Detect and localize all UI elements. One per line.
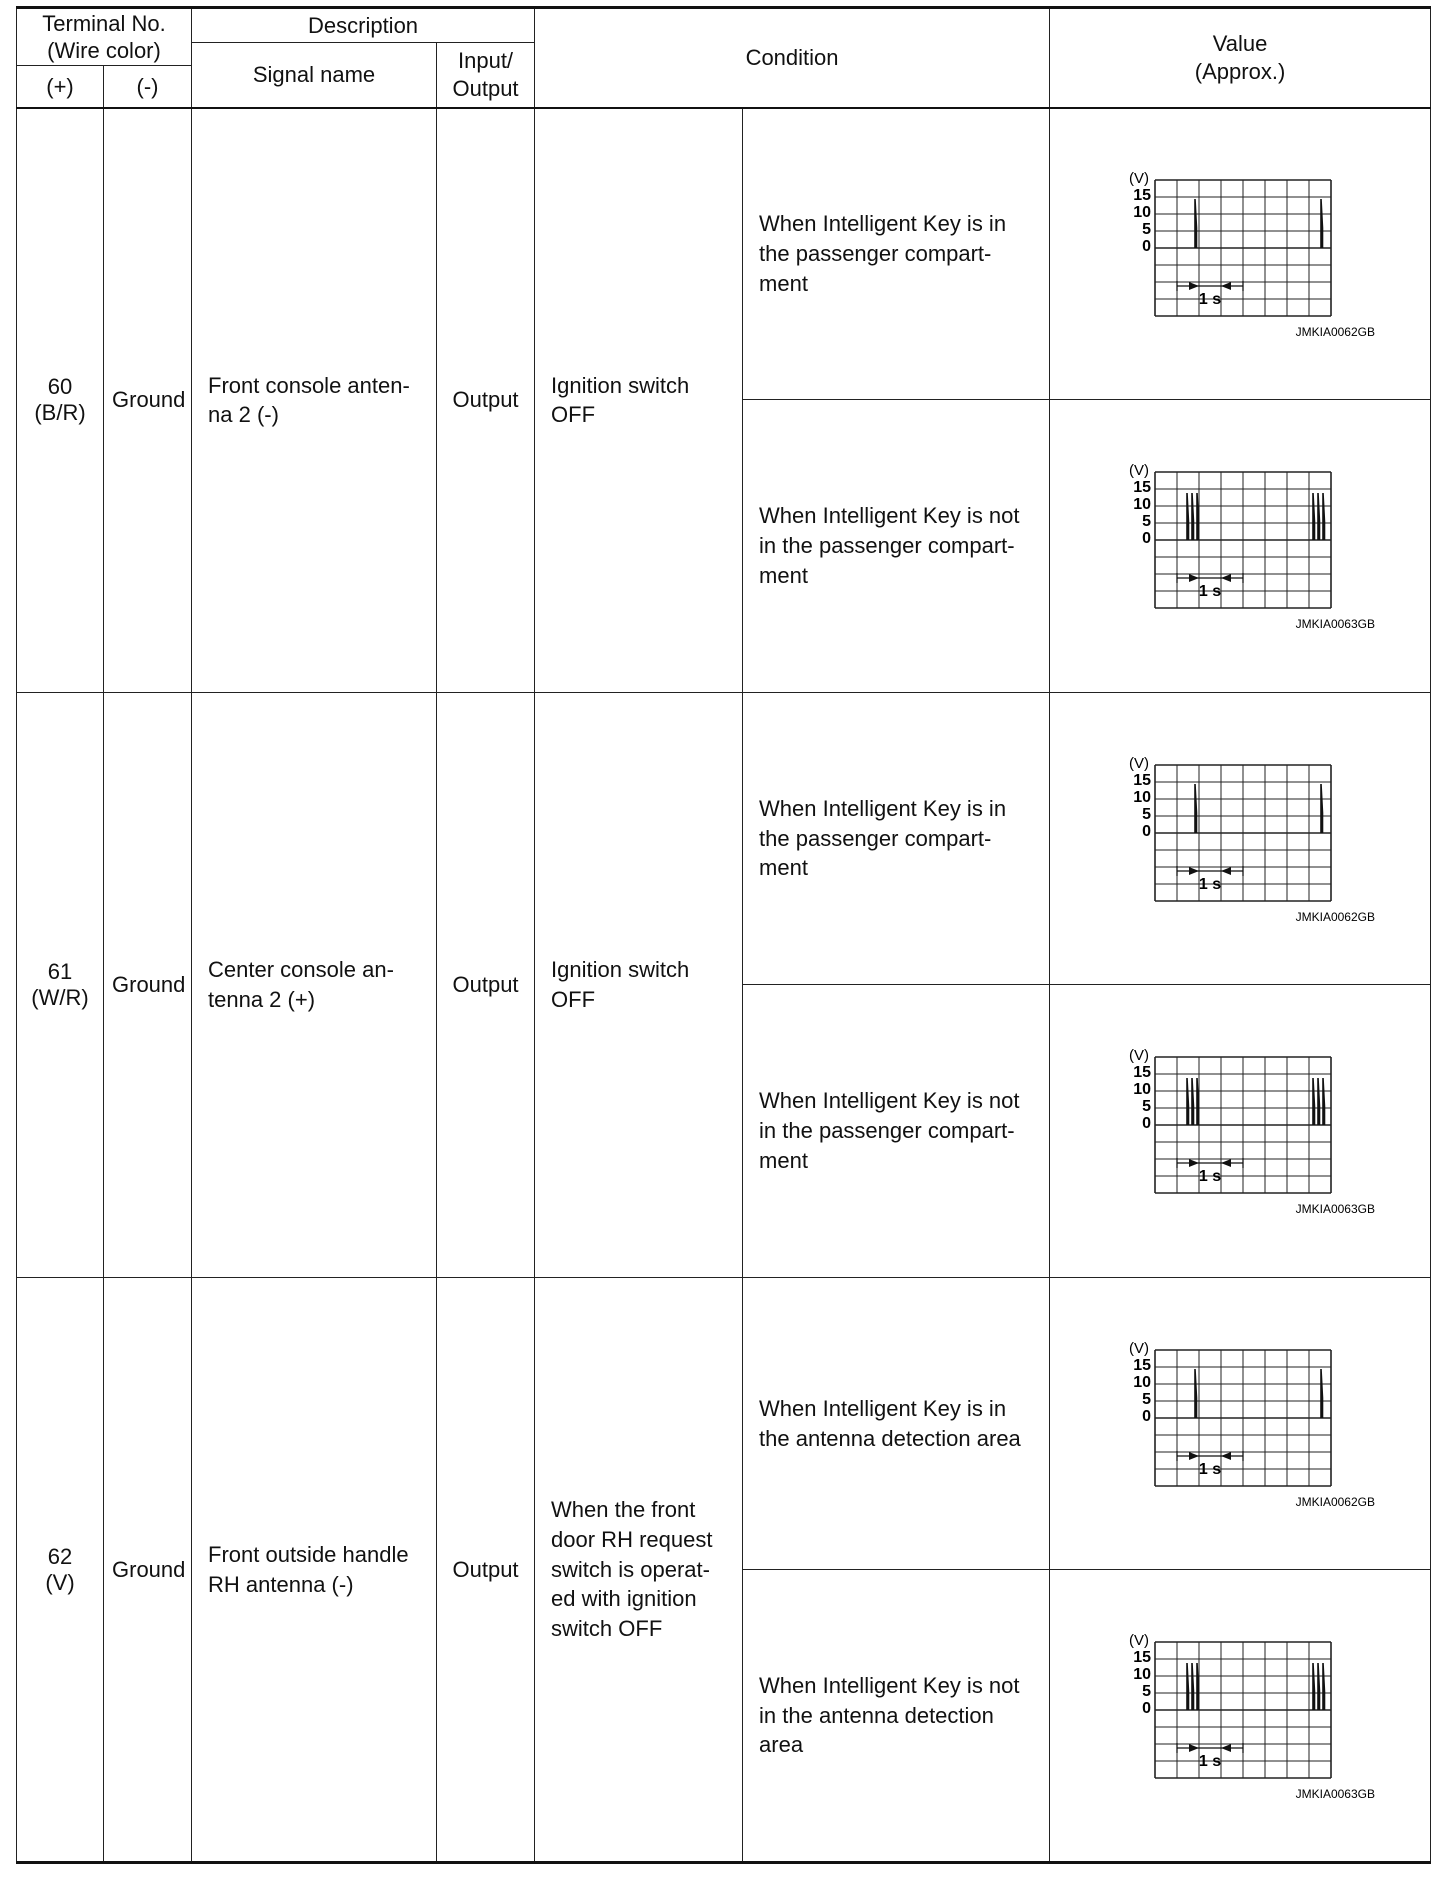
waveform-figure	[1090, 154, 1390, 354]
axis-tick-label: 5	[1142, 513, 1152, 530]
axis-tick-label: 10	[1133, 1373, 1152, 1391]
sub-condition-61-a	[743, 693, 1050, 985]
sub-condition-line: area	[759, 1732, 804, 1758]
header-condition: Condition	[535, 8, 1050, 108]
sub-condition-line: ment	[759, 855, 808, 881]
axis-tick-label: 5	[1142, 1390, 1152, 1408]
terminal-62-plus	[17, 1278, 104, 1863]
axis-tick-label: 5	[1142, 805, 1152, 823]
waveform-figure	[1090, 1616, 1390, 1816]
sub-condition-line: When Intelligent Key is in	[759, 211, 1007, 237]
signal-line: na 2 (-)	[208, 402, 279, 428]
terminal-number: 61	[47, 959, 73, 984]
waveform-figure	[1090, 1031, 1390, 1231]
axis-unit-label: (V)	[1129, 754, 1150, 772]
figure-code: JMKIA0063GB	[1295, 1786, 1376, 1801]
axis-tick-label: 15	[1133, 186, 1152, 204]
axis-tick-label: 10	[1133, 1081, 1152, 1098]
condition-line: ed with ignition	[551, 1586, 697, 1612]
signal-line: Front outside handle	[208, 1541, 409, 1567]
waveform-figure	[1090, 1324, 1390, 1524]
time-scale-label: 1 s	[1198, 1460, 1222, 1478]
header-value	[1050, 8, 1431, 108]
axis-tick-label: 0	[1142, 1699, 1152, 1717]
sub-condition-62-a	[743, 1278, 1050, 1570]
axis-tick-label: 15	[1133, 1648, 1152, 1666]
sub-condition-line: the antenna detection area	[759, 1425, 1021, 1451]
condition-line: switch OFF	[551, 1616, 663, 1642]
axis-tick-label: 10	[1133, 1665, 1152, 1683]
io-60: Output	[437, 108, 535, 693]
sub-condition-line: When Intelligent Key is in	[759, 795, 1007, 821]
waveform-cell	[1050, 693, 1431, 985]
waveform-figure	[1090, 739, 1390, 939]
sub-condition-line: in the passenger compart-	[759, 1118, 1015, 1144]
axis-unit-label: (V)	[1129, 1339, 1150, 1357]
condition-line: When the front	[551, 1497, 696, 1523]
sub-condition-line: the passenger compart-	[759, 825, 992, 851]
axis-tick-label: 15	[1133, 771, 1152, 789]
waveform-grid	[1155, 180, 1331, 316]
figure-code: JMKIA0062GB	[1295, 1494, 1376, 1509]
time-scale-label: 1 s	[1198, 875, 1222, 893]
axis-tick-label: 0	[1142, 530, 1152, 547]
time-scale-label: 1 s	[1198, 583, 1222, 600]
sub-condition-line: When Intelligent Key is in	[759, 1395, 1007, 1421]
waveform-grid	[1155, 1350, 1331, 1486]
terminal-60-plus	[17, 108, 104, 693]
condition-60	[535, 108, 743, 693]
waveform-trace	[1195, 784, 1323, 833]
terminal-61-minus: Ground	[104, 693, 192, 1278]
io-62: Output	[437, 1278, 535, 1863]
axis-tick-label: 15	[1133, 1356, 1152, 1374]
waveform-cell	[1050, 108, 1431, 400]
axis-tick-label: 10	[1133, 788, 1152, 806]
header-minus: (-)	[104, 66, 192, 108]
wire-color: (V)	[45, 1569, 75, 1595]
condition-line: switch is operat-	[551, 1556, 710, 1582]
terminal-number: 60	[47, 374, 73, 400]
sub-condition-line: in the passenger compart-	[759, 533, 1015, 559]
time-scale-label: 1 s	[1198, 1168, 1222, 1185]
io-61: Output	[437, 693, 535, 1278]
condition-line: OFF	[551, 987, 596, 1012]
axis-tick-label: 5	[1142, 220, 1152, 238]
waveform-cell	[1050, 1278, 1431, 1570]
sub-condition-line: ment	[759, 1147, 808, 1173]
header-value-approx: (Approx.)	[1194, 58, 1286, 84]
header-plus: (+)	[17, 66, 104, 108]
header-value-label: Value	[1212, 31, 1268, 57]
axis-tick-label: 10	[1133, 496, 1152, 513]
waveform-cell	[1050, 985, 1431, 1278]
condition-line: Ignition switch	[551, 372, 690, 398]
axis-tick-label: 0	[1142, 1407, 1152, 1425]
axis-tick-label: 0	[1142, 237, 1152, 255]
waveform-trace	[1187, 1663, 1325, 1710]
sub-condition-line: the passenger compart-	[759, 240, 992, 266]
header-terminal-label: Terminal No.	[42, 10, 166, 36]
axis-tick-label: 15	[1133, 479, 1152, 496]
header-io-1: Input/	[458, 48, 514, 74]
axis-tick-label: 0	[1142, 822, 1152, 840]
waveform-trace	[1195, 199, 1323, 248]
sub-condition-line: When Intelligent Key is not	[759, 1088, 1020, 1114]
waveform-cell	[1050, 400, 1431, 693]
header-description: Description	[192, 8, 535, 43]
axis-unit-label: (V)	[1129, 169, 1150, 187]
axis-tick-label: 10	[1133, 203, 1152, 221]
waveform-grid	[1155, 472, 1331, 608]
header-terminal-no	[17, 8, 192, 66]
figure-code: JMKIA0062GB	[1295, 909, 1376, 924]
terminal-62-minus: Ground	[104, 1278, 192, 1863]
figure-code: JMKIA0062GB	[1295, 324, 1376, 339]
condition-line: OFF	[551, 402, 596, 428]
terminal-61-plus	[17, 693, 104, 1278]
waveform-grid	[1155, 765, 1331, 901]
condition-line: door RH request	[551, 1526, 713, 1552]
waveform-trace	[1187, 493, 1325, 540]
waveform-figure	[1090, 446, 1390, 646]
axis-unit-label: (V)	[1129, 1631, 1150, 1649]
signal-line: RH antenna (-)	[208, 1571, 354, 1597]
condition-61	[535, 693, 743, 1278]
wire-color: (B/R)	[34, 400, 86, 426]
axis-tick-label: 15	[1133, 1064, 1152, 1081]
signal-name-61	[192, 693, 437, 1278]
terminal-60-minus: Ground	[104, 108, 192, 693]
condition-62	[535, 1278, 743, 1863]
time-scale-label: 1 s	[1198, 290, 1222, 308]
signal-line: tenna 2 (+)	[208, 987, 316, 1012]
axis-unit-label: (V)	[1129, 1047, 1150, 1064]
terminal-table	[16, 6, 1431, 1864]
figure-code: JMKIA0063GB	[1295, 1202, 1376, 1216]
signal-name-60	[192, 108, 437, 693]
header-input-output	[437, 43, 535, 108]
figure-code: JMKIA0063GB	[1295, 617, 1376, 631]
signal-line: Front console anten-	[208, 372, 410, 398]
sub-condition-60-a	[743, 108, 1050, 400]
waveform-trace	[1195, 1369, 1323, 1418]
sub-condition-line: ment	[759, 270, 808, 296]
time-scale-label: 1 s	[1198, 1752, 1222, 1770]
waveform-cell	[1050, 1570, 1431, 1863]
waveform-grid	[1155, 1057, 1331, 1193]
sub-condition-61-b	[743, 985, 1050, 1278]
axis-tick-label: 5	[1142, 1682, 1152, 1700]
sub-condition-62-b	[743, 1570, 1050, 1863]
sub-condition-line: When Intelligent Key is not	[759, 1672, 1020, 1698]
wire-color: (W/R)	[31, 985, 89, 1010]
header-wire-color: (Wire color)	[47, 38, 161, 63]
axis-tick-label: 0	[1142, 1115, 1152, 1132]
sub-condition-60-b	[743, 400, 1050, 693]
terminal-number: 62	[47, 1543, 73, 1569]
waveform-trace	[1187, 1078, 1325, 1125]
sub-condition-line: When Intelligent Key is not	[759, 503, 1020, 529]
sub-condition-line: ment	[759, 562, 808, 588]
header-io-2: Output	[452, 75, 519, 101]
waveform-grid	[1155, 1642, 1331, 1778]
condition-line: Ignition switch	[551, 957, 690, 983]
sub-condition-line: in the antenna detection	[759, 1702, 994, 1728]
axis-unit-label: (V)	[1129, 462, 1150, 479]
axis-tick-label: 5	[1142, 1098, 1152, 1115]
signal-line: Center console an-	[208, 957, 394, 983]
header-signal-name: Signal name	[192, 43, 437, 108]
signal-name-62	[192, 1278, 437, 1863]
